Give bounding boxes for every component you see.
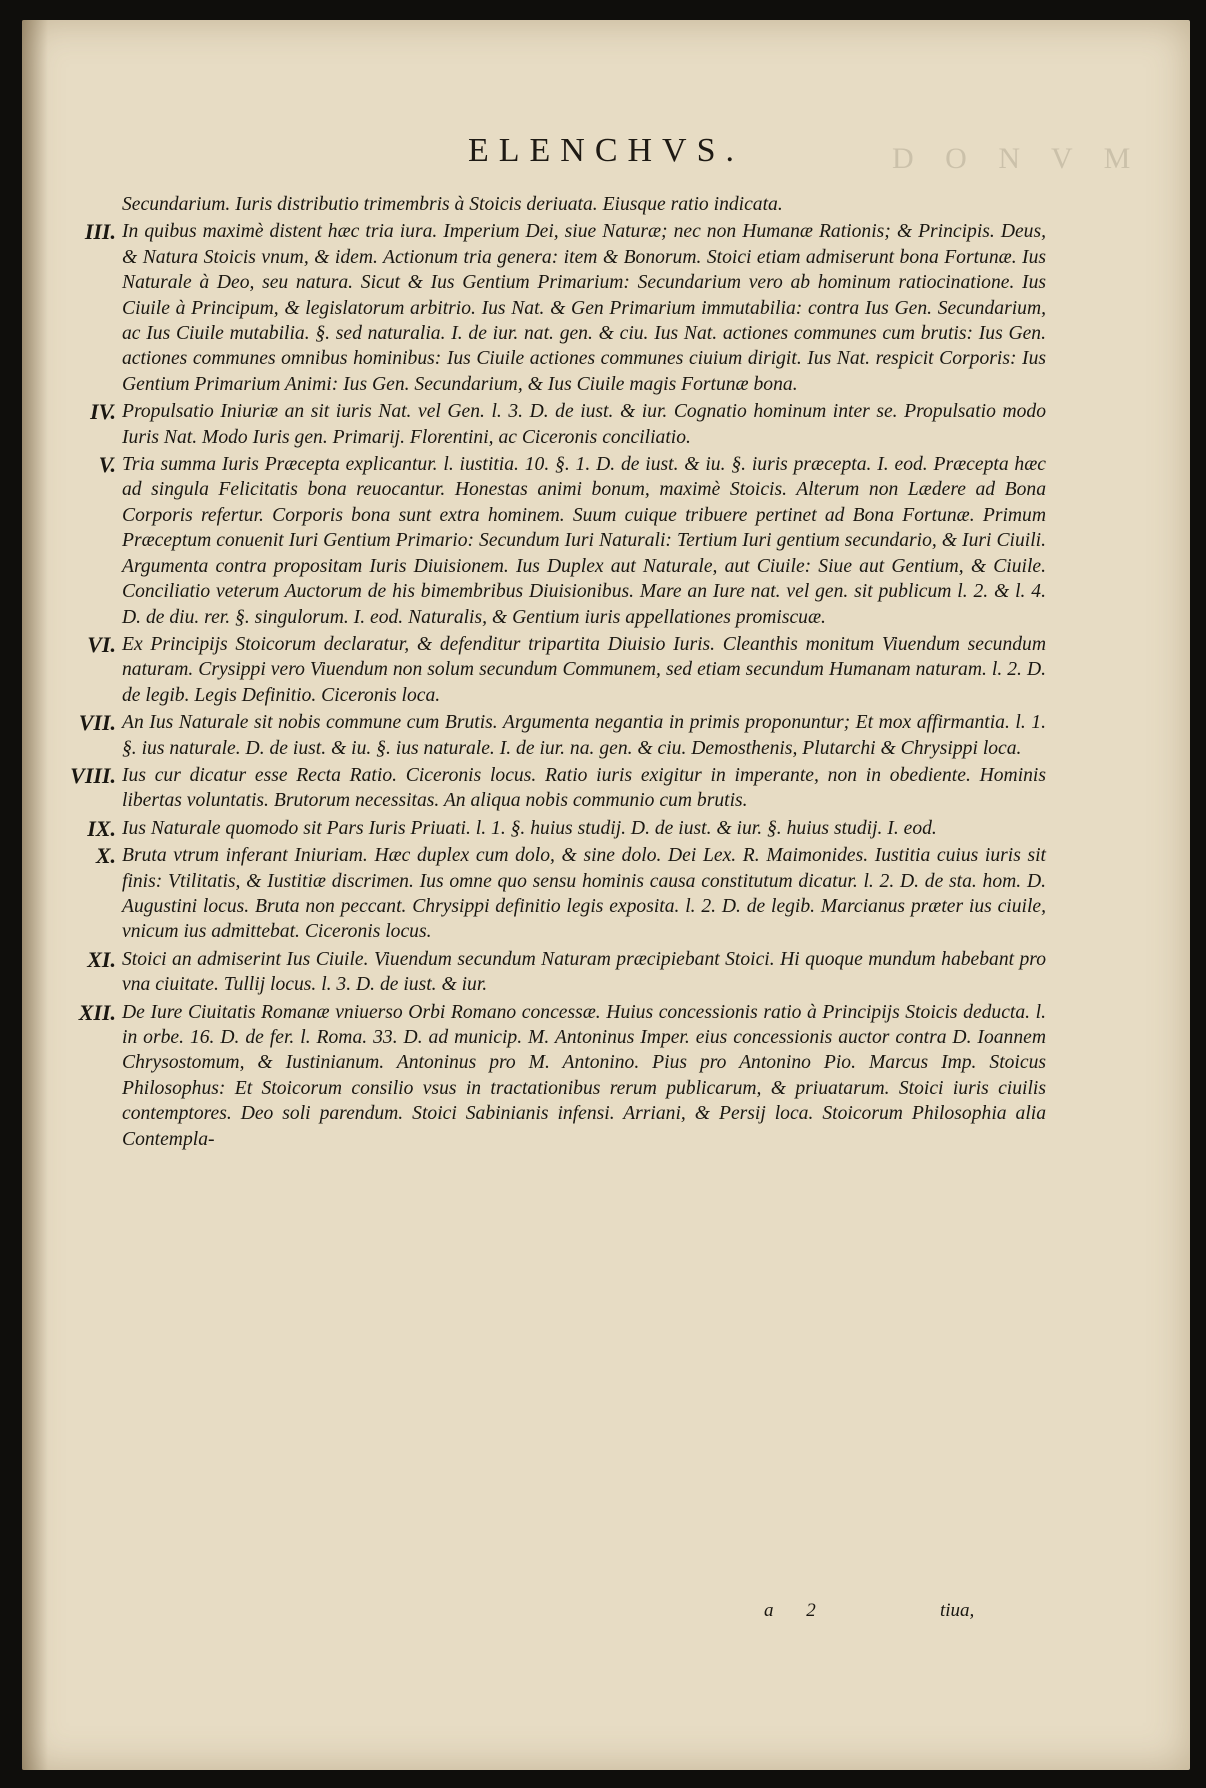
index-entry [84, 219, 1046, 397]
entry-text: De Iure Ciuitatis Romanæ vniuerso Orbi Romano concessæ. Huius concessionis ratio à Principijs Stoicis deducta. l. in orbe. 16. D. de fer. l. Roma. 33. D. ad municip. M. Antoninus Imper. eius concessionis auctor contra D. Ioannem Chrysostomum, & Iustinianum. Antoninus pro M. Antonino. Pius pro Antonino Pio. Marcus Imp. Stoicus Philosophus: Et Stoicorum consilio vsus in tractationibus rerum publicarum, & priuatarum. Stoici iuris ciuilis contemptores. Deo soli parendum. Stoici Sabinianis infensi. Arriani, & Persij loca. Stoicorum Philosophia alia Contempla- [122, 1001, 1046, 1150]
entry-text: Propulsatio Iniuriæ an sit iuris Nat. vel Gen. l. 3. D. de iust. & iur. Cognatio hominum inter se. Propulsatio modo Iuris Nat. Modo Iuris gen. Primarij. Florentini, ac Ciceronis conciliatio. [122, 401, 1046, 448]
entry-numeral: X. [95, 843, 116, 869]
page-title: ELENCHVS. [467, 132, 745, 169]
index-entry [90, 399, 1046, 450]
entry-text: Stoici an admiserint Ius Ciuile. Viuendum secundum Naturam præcipiebant Stoici. Hi quoque mundum habebant pro vna ciuitate. Tullij locus. l. 3. D. de iust. & iur. [122, 948, 1046, 996]
index-entry [78, 710, 1046, 761]
index-entry [87, 815, 1046, 841]
signature-mark: a 2 [764, 1600, 830, 1621]
entry-numeral: V. [98, 452, 116, 478]
entry-text: An Ius Naturale sit nobis commune cum Brutis. Argumenta negantia in primis proponuntur; Et mox affirmantia. l. 1. §. ius naturale. D. de iust. & iu. §. ius naturale. I. de iur. na. gen. & ciu. Demosthenis, Plutarchi & Chrysippi loca. [122, 712, 1046, 759]
entry-text: In quibus maximè distent hæc tria iura. Imperium Dei, siue Naturæ; nec non Humanæ Rationis; & Principis. Deus, & Natura Stoicis vnum, & idem. Actionum tria genera: item & Bonorum. Stoici etiam admiserunt bona Fortunæ. Ius Naturale à Deo, seu natura. Sicut & Ius Gentium Primarium: Secundarium vero ab hominum ratiocinatione. Ius Ciuile à Principum, & legislatorum arbitrio. Ius Nat. & Gen Primarium immutabilia: contra Ius Gen. Secundarium, ac Ius Ciuile mutabilia. §. sed naturalia. I. de iur. nat. gen. & ciu. Ius Nat. actiones communes cum brutis: Ius Gen. actiones communes omnibus hominibus: Ius Ciuile actiones communes ciuium dirigit. Ius Nat. respicit Corporis: Ius Gentium Primarium Animi: Ius Gen. Secundarium, & Ius Ciuile magis Fortunæ bona. [122, 221, 1046, 395]
index-entry [98, 452, 1046, 630]
index-entry [78, 999, 1046, 1152]
entry-numeral: III. [84, 219, 116, 245]
catchword: tiua, [940, 1600, 975, 1621]
index-entry [95, 843, 1046, 945]
entry-numeral: IV. [90, 399, 116, 425]
entry-text: Bruta vtrum inferant Iniuriam. Hæc duplex cum dolo, & sine dolo. Dei Lex. R. Maimonides. Iustitia cuius iuris sit finis: Vtilitatis, & Iustitiæ discrimen. Ius omne quo sensu hominis causa constitutum dicatur. l. 2. D. de sta. hom. D. Augustini locus. Bruta non peccant. Chrysippi definitio legis exposita. l. 2. D. de legib. Marcianus præter ius ciuile, vnicum ius admittebat. Ciceronis locus. [122, 845, 1046, 943]
bleed-through-text: D O N V M [892, 142, 1143, 175]
entry-numeral: VIII. [70, 762, 116, 788]
entry-text: Ex Principijs Stoicorum declaratur, & defenditur tripartita Diuisio Iuris. Cleanthis monitum Viuendum secundum naturam. Crysippi vero Viuendum non solum secundum Communem, sed etiam secundum Humanam naturam. l. 2. D. de legib. Legis Definitio. Ciceronis loca. [122, 633, 1046, 706]
entry-numeral: VI. [87, 631, 116, 657]
entry-numeral: XII. [78, 999, 116, 1025]
entry-text: Tria summa Iuris Præcepta explicantur. l. iustitia. 10. §. 1. D. de iust. & iu. §. iuris præcepta. I. eod. Præcepta hæc ad singula Felicitatis bona reuocantur. Honestas animi bonum, maximè Stoicis. Alterum non Lædere ad Bona Corporis refertur. Corporis bona sunt extra hominem. Suum cuique tribuere pertinet ad Bona Fortunæ. Primum Præceptum conuenit Iuri Gentium Primario: Secundum Iuri Naturali: Tertium Iuri gentium secundario, & Iuri Ciuili. Argumenta contra propositam Iuris Diuisionem. Ius Duplex aut Naturale, aut Ciuile: Siue aut Gentium, & Ciuile. Conciliatio veterum Auctorum de his bimembribus Diuisionibus. Mare an Iure nat. vel gen. sit publicum l. 2. & l. 4. D. de diu. rer. §. singulorum. I. eod. Naturalis, & Gentium iuris appellationes promiscuæ. [122, 454, 1046, 628]
entry-numeral: XI. [87, 946, 116, 972]
index-entry [87, 946, 1046, 998]
page-footer [22, 1600, 1190, 1630]
index-entry [70, 762, 1046, 814]
index-entry [122, 192, 1046, 217]
index-text [70, 192, 1046, 1154]
entry-numeral: IX. [87, 815, 116, 841]
index-entry [87, 631, 1046, 708]
entry-text: Ius Naturale quomodo sit Pars Iuris Priuati. l. 1. §. huius studij. D. de iust. & iur. §. huius studij. I. eod. [122, 817, 937, 839]
entry-numeral: VII. [78, 710, 116, 736]
book-page [22, 20, 1190, 1770]
entry-text: Ius cur dicatur esse Recta Ratio. Ciceronis locus. Ratio iuris exigitur in imperante, non in obediente. Hominis libertas voluntatis. Brutorum necessitas. An aliqua nobis communio cum brutis. [122, 764, 1046, 812]
entry-text: Secundarium. Iuris distributio trimembris à Stoicis deriuata. Eiusque ratio indicata. [122, 194, 783, 215]
